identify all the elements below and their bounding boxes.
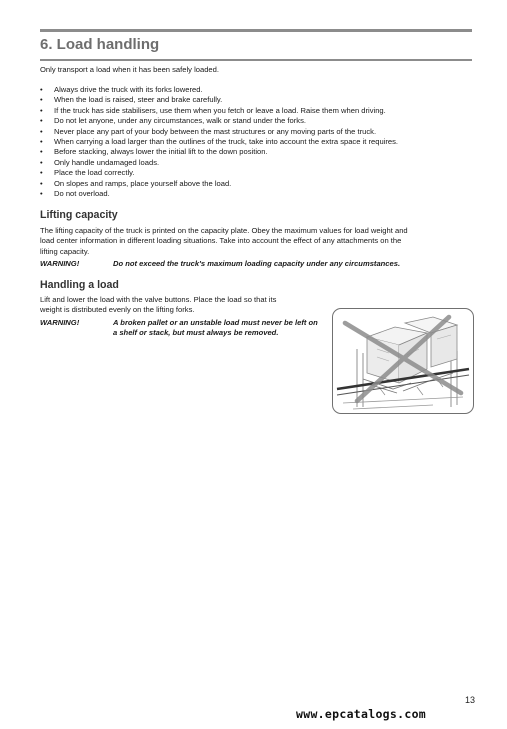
paragraph-line: weight is distributed evenly on the lifting forks. bbox=[40, 305, 195, 315]
warning-line: A broken pallet or an unstable load must never be left on bbox=[113, 318, 318, 327]
list-item bbox=[40, 147, 472, 157]
list-item bbox=[40, 85, 472, 95]
paragraph-line: load center information in different loading situations. Take into account the effect of any attachments on the bbox=[40, 236, 402, 246]
paragraph-line: lifting capacity. bbox=[40, 246, 90, 256]
paragraph-line: Lift and lower the load with the valve buttons. Place the load so that its bbox=[40, 295, 277, 304]
bullet-marker: • bbox=[40, 178, 43, 188]
bullet-marker: • bbox=[40, 85, 43, 94]
list-item-text: When carrying a load larger than the outlines of the truck, take into account the extra space it requires. bbox=[54, 137, 399, 147]
intro-text: Only transport a load when it has been safely loaded. bbox=[40, 65, 219, 74]
warning-label: WARNING! bbox=[40, 318, 80, 327]
list-item-text: Never place any part of your body between the mast structures or any moving parts of the truck. bbox=[54, 126, 377, 136]
lifting-warning bbox=[40, 259, 400, 269]
broken-pallet-drawing bbox=[333, 309, 473, 413]
list-item bbox=[40, 116, 472, 126]
list-item bbox=[40, 106, 472, 116]
list-item bbox=[40, 137, 472, 147]
list-item-text: Place the load correctly. bbox=[54, 168, 135, 178]
list-item-text: Before stacking, always lower the initial lift to the down position. bbox=[54, 147, 268, 157]
bullet-marker: • bbox=[40, 105, 43, 115]
paragraph-line: The lifting capacity of the truck is printed on the capacity plate. Obey the maximum values for load weight and bbox=[40, 226, 408, 235]
bullet-marker: • bbox=[40, 189, 43, 199]
bullet-marker: • bbox=[40, 95, 43, 105]
handling-load-paragraph bbox=[40, 295, 330, 316]
warning-line: a shelf or stack, but must always be removed. bbox=[113, 328, 279, 338]
list-item bbox=[40, 168, 472, 178]
broken-pallet-illustration bbox=[332, 308, 474, 414]
warning-text: Do not exceed the truck's maximum loading capacity under any circumstances. bbox=[113, 259, 401, 268]
lifting-capacity-paragraph bbox=[40, 226, 472, 257]
page-title: 6. Load handling bbox=[40, 36, 160, 53]
list-item bbox=[40, 179, 472, 189]
lifting-capacity-heading: Lifting capacity bbox=[40, 209, 118, 221]
page-number: 13 bbox=[465, 695, 476, 705]
title-rule-bottom bbox=[40, 59, 472, 61]
list-item bbox=[40, 158, 472, 168]
handling-load-heading: Handling a load bbox=[40, 279, 119, 291]
safety-bullet-list bbox=[40, 85, 472, 199]
list-item-text: When the load is raised, steer and brake carefully. bbox=[54, 95, 223, 105]
list-item-text: Only handle undamaged loads. bbox=[54, 157, 160, 167]
bullet-marker: • bbox=[40, 116, 43, 126]
bullet-marker: • bbox=[40, 147, 43, 157]
list-item-text: If the truck has side stabilisers, use them when you fetch or leave a load. Raise them when driving. bbox=[54, 105, 386, 115]
bullet-marker: • bbox=[40, 157, 43, 167]
list-item bbox=[40, 95, 472, 105]
watermark-url: www.epcatalogs.com bbox=[296, 707, 427, 721]
bullet-marker: • bbox=[40, 126, 43, 136]
warning-text bbox=[113, 318, 318, 339]
list-item bbox=[40, 127, 472, 137]
list-item-text: Do not overload. bbox=[54, 189, 110, 199]
list-item-text: Always drive the truck with its forks lowered. bbox=[54, 85, 203, 94]
list-item-text: On slopes and ramps, place yourself above the load. bbox=[54, 178, 232, 188]
warning-label: WARNING! bbox=[40, 259, 80, 268]
title-rule-top bbox=[40, 29, 472, 32]
handling-warning bbox=[40, 318, 318, 339]
list-item bbox=[40, 189, 472, 199]
list-item-text: Do not let anyone, under any circumstances, walk or stand under the forks. bbox=[54, 116, 306, 126]
bullet-marker: • bbox=[40, 137, 43, 147]
bullet-marker: • bbox=[40, 168, 43, 178]
